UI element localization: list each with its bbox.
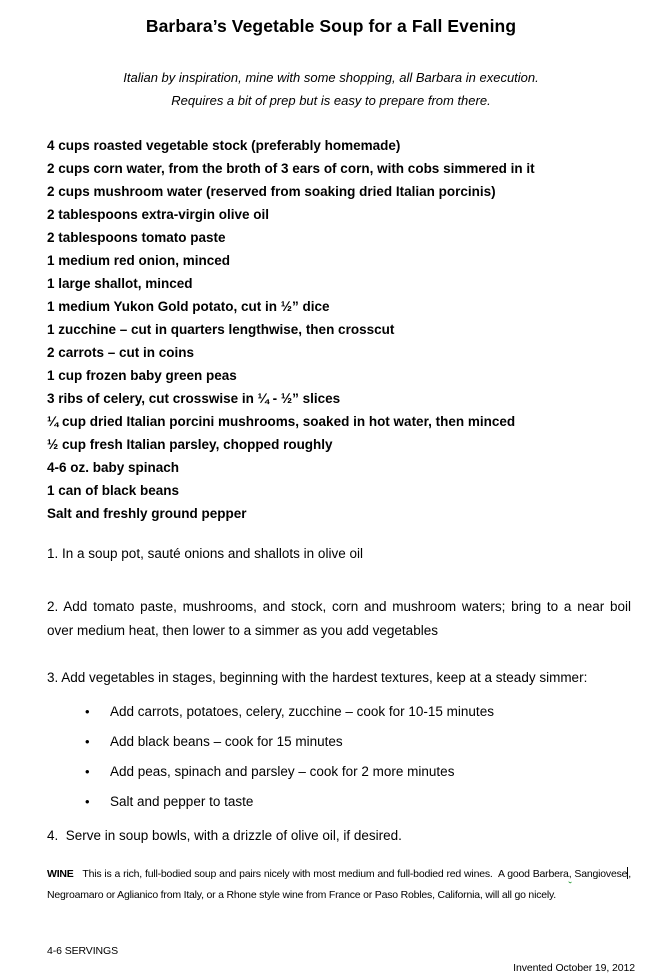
ingredient-item: 2 carrots – cut in coins <box>47 345 195 360</box>
wine-line <box>47 864 631 885</box>
ingredient-item: 2 cups corn water, from the broth of 3 ears of corn, with cobs simmered in it <box>47 161 535 176</box>
bullet-icon: • <box>85 764 90 779</box>
ingredient-item: Salt and freshly ground pepper <box>47 506 247 521</box>
wine-label: WINE <box>47 868 74 880</box>
wine-text: , <box>628 868 631 880</box>
step-4: 4. Serve in soup bowls, with a drizzle of olive oil, if desired. <box>47 828 402 843</box>
step-2-line: over medium heat, then lower to a simmer as you add vegetables <box>47 623 438 638</box>
ingredient-item: ½ cup fresh Italian parsley, chopped roughly <box>47 437 333 452</box>
bullet-icon: • <box>85 704 90 719</box>
ingredient-item: 1 zucchine – cut in quarters lengthwise, then crosscut <box>47 322 395 337</box>
subtitle-line: Requires a bit of prep but is easy to prepare from there. <box>171 93 491 108</box>
step-3-bullet-list <box>47 700 631 813</box>
ingredient-item: 1 medium Yukon Gold potato, cut in ½” dice <box>47 299 330 314</box>
ingredient-item: 2 tablespoons extra-virgin olive oil <box>47 207 270 222</box>
bullet-text: Add peas, spinach and parsley – cook for 2 more minutes <box>110 764 455 779</box>
bullet-item <box>47 700 631 723</box>
servings-note: 4-6 SERVINGS <box>47 945 118 957</box>
ingredient-item: 1 cup frozen baby green peas <box>47 368 237 383</box>
ingredient-item: 3 ribs of celery, cut crosswise in ¼ - ½” slices <box>47 391 341 406</box>
step-1: 1. In a soup pot, sauté onions and shallots in olive oil <box>47 546 363 561</box>
recipe-subtitle <box>0 66 662 112</box>
bullet-item <box>47 760 631 783</box>
wine-text: This is a rich, full-bodied soup and pairs nicely with most medium and full-bodied red wines. A good Barbera <box>73 868 569 880</box>
step-3 <box>47 666 631 813</box>
invented-date: Invented October 19, 2012 <box>513 962 635 974</box>
ingredient-list <box>47 134 642 525</box>
ingredient-item: 4-6 oz. baby spinach <box>47 460 180 475</box>
bullet-item <box>47 730 631 753</box>
wine-pairing-note <box>47 864 631 906</box>
wine-line: Negroamaro or Aglianico from Italy, or a Rhone style wine from France or Paso Robles, California, will all go nicely. <box>47 889 557 901</box>
bullet-text: Salt and pepper to taste <box>110 794 254 809</box>
bullet-text: Add black beans – cook for 15 minutes <box>110 734 343 749</box>
bullet-text: Add carrots, potatoes, celery, zucchine – cook for 10-15 minutes <box>110 704 494 719</box>
ingredient-item: 1 medium red onion, minced <box>47 253 231 268</box>
ingredient-item: 4 cups roasted vegetable stock (preferably homemade) <box>47 138 401 153</box>
subtitle-line: Italian by inspiration, mine with some shopping, all Barbara in execution. <box>123 70 539 85</box>
ingredient-item: ¼ cup dried Italian porcini mushrooms, soaked in hot water, then minced <box>47 414 516 429</box>
ingredient-item: 1 can of black beans <box>47 483 180 498</box>
step-3-heading: 3. Add vegetables in stages, beginning with the hardest textures, keep at a steady simmer: <box>47 670 588 685</box>
step-2-line: 2. Add tomato paste, mushrooms, and stock, corn and mushroom waters; bring to a near boil <box>47 599 631 614</box>
bullet-icon: • <box>85 794 90 809</box>
spellcheck-squiggle: , <box>568 868 572 880</box>
bullet-icon: • <box>85 734 90 749</box>
bullet-item <box>47 790 631 813</box>
ingredient-item: 2 cups mushroom water (reserved from soaking dried Italian porcinis) <box>47 184 496 199</box>
ingredient-item: 2 tablespoons tomato paste <box>47 230 226 245</box>
ingredient-item: 1 large shallot, minced <box>47 276 193 291</box>
step-2 <box>47 595 631 643</box>
wine-text: Sangiovese <box>571 868 628 880</box>
page-title: Barbara’s Vegetable Soup for a Fall Evening <box>145 16 517 36</box>
